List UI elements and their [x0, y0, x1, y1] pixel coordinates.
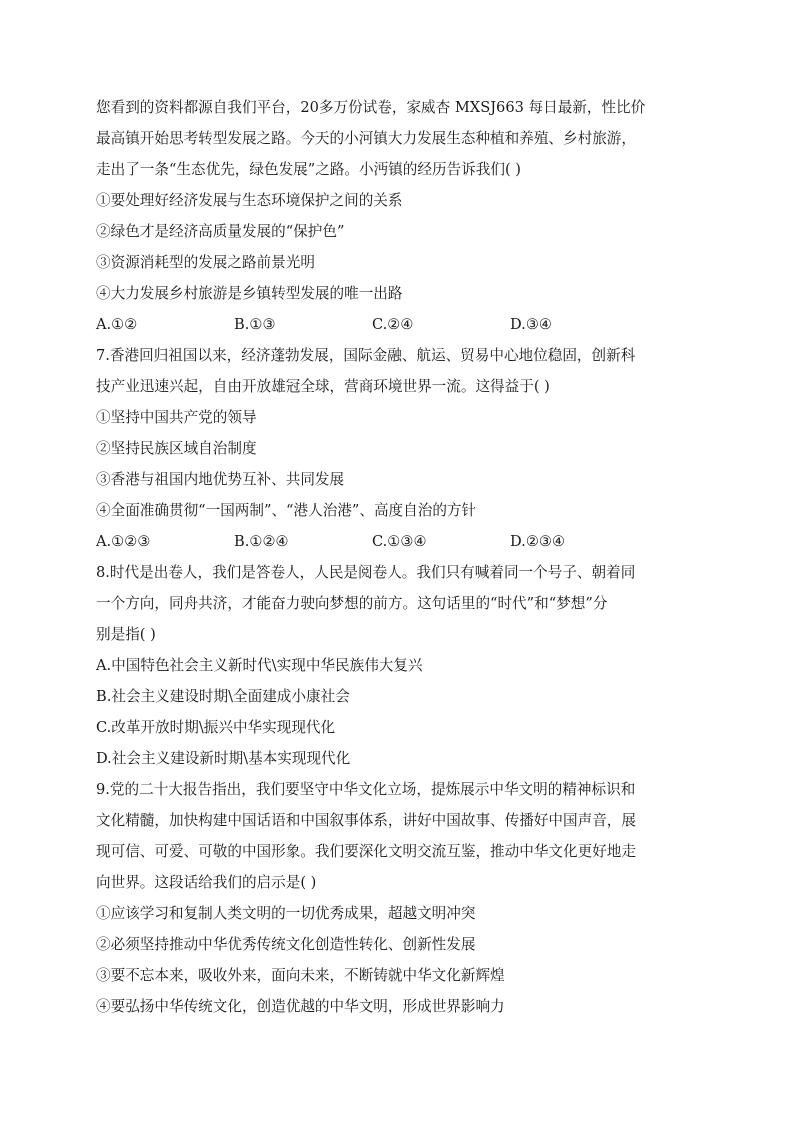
question-8-choice-c: C.改革开放时期\振兴中华实现现代化: [96, 719, 336, 736]
question-6-option-b: B.①③: [234, 316, 276, 333]
question-6-item: ④大力发展乡村旅游是乡镇转型发展的唯一出路: [96, 285, 403, 302]
question-6-options: [96, 309, 698, 340]
question-6-option-c: C.②④: [372, 316, 414, 333]
question-8-stem-line: 一个方向，同舟共济，才能奋力驶向梦想的前方。这句话里的“时代”和“梦想”分: [96, 595, 608, 612]
question-7-stem-line: 7.香港回归祖国以来，经济蓬勃发展，国际金融、航运、贸易中心地位稳固，创新科: [96, 347, 636, 364]
question-8-choice-a: A.中国特色社会主义新时代\实现中华民族伟大复兴: [96, 657, 423, 674]
question-8-choice-d: D.社会主义建设新时期\基本实现现代化: [96, 750, 351, 767]
question-9: [96, 774, 698, 1022]
question-8-choice-b: B.社会主义建设时期\全面建成小康社会: [96, 688, 350, 705]
question-6-stem-line: 走出了一条“生态优先，绿色发展”之路。小沔镇的经历告诉我们( ): [96, 161, 521, 178]
question-6-stem-line: 最高镇开始思考转型发展之路。今天的小河镇大力发展生态种植和养殖、乡村旅游，: [96, 130, 636, 147]
question-6-option-a: A.①②: [96, 316, 138, 333]
question-7-stem-line: 技产业迅速兴起，自由开放雄冠全球，营商环境世界一流。这得益于( ): [96, 378, 550, 395]
question-9-stem-line: 文化精髓，加快构建中国话语和中国叙事体系，讲好中国故事、传播好中国声音，展: [96, 812, 636, 829]
question-6-item: ②绿色才是经济高质量发展的“保护色”: [96, 223, 345, 240]
question-7-options: [96, 526, 698, 557]
question-7-item: ③香港与祖国内地优势互补、共同发展: [96, 471, 345, 488]
question-6: [96, 92, 698, 340]
question-6-option-d: D.③④: [510, 316, 552, 333]
question-8: [96, 557, 698, 774]
question-9-item: ④要弘扬中华传统文化，创造优越的中华文明，形成世界影响力: [96, 998, 505, 1015]
question-7-option-b: B.①②④: [234, 533, 289, 550]
question-7-option-d: D.②③④: [510, 533, 566, 550]
question-9-stem-line: 向世界。这段话给我们的启示是( ): [96, 874, 317, 891]
question-8-stem-line: 别是指( ): [96, 626, 156, 643]
question-7-option-c: C.①③④: [372, 533, 427, 550]
question-7-item: ④全面准确贯彻“一国两制”、“港人治港”、高度自治的方针: [96, 502, 477, 519]
question-8-stem-line: 8.时代是出卷人，我们是答卷人，人民是阅卷人。我们只有喊着同一个号子、朝着同: [96, 564, 636, 581]
question-9-item: ①应该学习和复制人类文明的一切优秀成果，超越文明冲突: [96, 905, 476, 922]
question-9-item: ③要不忘本来，吸收外来，面向未来，不断铸就中华文化新辉煌: [96, 967, 505, 984]
question-9-stem-line: 9.党的二十大报告指出，我们要坚守中华文化立场，提炼展示中华文明的精神标识和: [96, 781, 636, 798]
question-7-item: ①坚持中国共产党的领导: [96, 409, 257, 426]
question-9-stem-line: 现可信、可爱、可敬的中国形象。我们要深化文明交流互鉴，推动中华文化更好地走: [96, 843, 636, 860]
question-7: [96, 340, 698, 557]
question-6-item: ③资源消耗型的发展之路前景光明: [96, 254, 315, 271]
question-7-option-a: A.①②③: [96, 533, 151, 550]
question-6-stem-line: 您看到的资料都源自我们平台，20多万份试卷，家威杏 MXSJ663 每日最新，性比价: [96, 99, 646, 116]
question-6-item: ①要处理好经济发展与生态环境保护之间的关系: [96, 192, 403, 209]
question-9-item: ②必须坚持推动中华优秀传统文化创造性转化、创新性发展: [96, 936, 476, 953]
question-7-item: ②坚持民族区域自治制度: [96, 440, 257, 457]
